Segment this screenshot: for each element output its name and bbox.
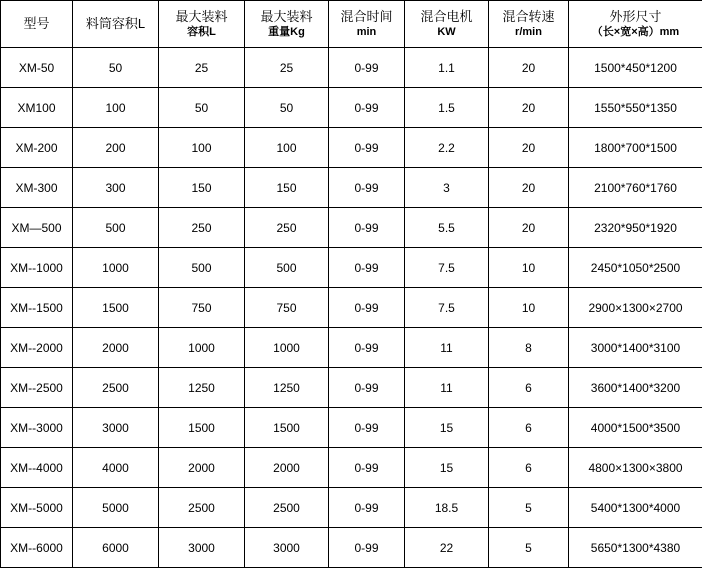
column-header-model — [1, 1, 73, 48]
cell-max-load-weight: 50 — [245, 88, 329, 128]
cell-mixing-motor: 2.2 — [405, 128, 489, 168]
column-header-main: 外形尺寸 — [609, 8, 662, 24]
cell-max-load-weight: 100 — [245, 128, 329, 168]
column-header-main: 料筒容积L — [85, 16, 146, 32]
cell-model: XM--1000 — [1, 248, 73, 288]
cell-max-load-weight: 750 — [245, 288, 329, 328]
column-header-main: 型号 — [23, 16, 50, 32]
cell-max-load-volume: 100 — [159, 128, 245, 168]
cell-max-load-volume: 2500 — [159, 488, 245, 528]
cell-model: XM--2000 — [1, 328, 73, 368]
cell-model: XM-50 — [1, 48, 73, 88]
cell-mixing-speed: 5 — [489, 488, 569, 528]
cell-mixing-speed: 6 — [489, 368, 569, 408]
table-row — [1, 208, 702, 248]
cell-model: XM--6000 — [1, 528, 73, 568]
table-row — [1, 448, 702, 488]
column-header-max-load-weight — [245, 1, 329, 48]
column-header-sub: KW — [437, 26, 456, 39]
cell-barrel-volume: 4000 — [73, 448, 159, 488]
cell-mixing-time: 0-99 — [329, 248, 405, 288]
table-row — [1, 88, 702, 128]
table-row — [1, 248, 702, 288]
cell-mixing-time: 0-99 — [329, 288, 405, 328]
cell-max-load-volume: 50 — [159, 88, 245, 128]
table-body — [1, 48, 702, 568]
column-header-sub: min — [356, 26, 377, 39]
cell-dimensions: 2900×1300×2700 — [569, 288, 702, 328]
cell-mixing-time: 0-99 — [329, 128, 405, 168]
cell-mixing-speed: 6 — [489, 408, 569, 448]
cell-mixing-speed: 20 — [489, 168, 569, 208]
cell-max-load-weight: 150 — [245, 168, 329, 208]
cell-mixing-time: 0-99 — [329, 168, 405, 208]
cell-mixing-motor: 3 — [405, 168, 489, 208]
cell-dimensions: 3600*1400*3200 — [569, 368, 702, 408]
cell-dimensions: 1800*700*1500 — [569, 128, 702, 168]
cell-max-load-weight: 250 — [245, 208, 329, 248]
cell-max-load-weight: 500 — [245, 248, 329, 288]
cell-dimensions: 2450*1050*2500 — [569, 248, 702, 288]
column-header-sub: 重量Kg — [268, 26, 305, 39]
cell-mixing-motor: 7.5 — [405, 248, 489, 288]
cell-mixing-time: 0-99 — [329, 368, 405, 408]
table-row — [1, 488, 702, 528]
cell-model: XM--1500 — [1, 288, 73, 328]
column-header-mixing-speed — [489, 1, 569, 48]
cell-mixing-time: 0-99 — [329, 528, 405, 568]
cell-mixing-time: 0-99 — [329, 448, 405, 488]
column-header-main: 混合电机 — [420, 8, 473, 24]
cell-model: XM--5000 — [1, 488, 73, 528]
column-header-sub: 容积L — [187, 26, 216, 39]
cell-dimensions: 5650*1300*4380 — [569, 528, 702, 568]
cell-mixing-speed: 10 — [489, 248, 569, 288]
cell-max-load-weight: 1250 — [245, 368, 329, 408]
cell-mixing-motor: 1.1 — [405, 48, 489, 88]
table-row — [1, 408, 702, 448]
cell-max-load-volume: 1500 — [159, 408, 245, 448]
cell-mixing-motor: 18.5 — [405, 488, 489, 528]
cell-barrel-volume: 6000 — [73, 528, 159, 568]
cell-mixing-time: 0-99 — [329, 328, 405, 368]
cell-model: XM-300 — [1, 168, 73, 208]
column-header-sub: r/min — [515, 26, 542, 39]
cell-barrel-volume: 1500 — [73, 288, 159, 328]
cell-model: XM--3000 — [1, 408, 73, 448]
cell-max-load-weight: 3000 — [245, 528, 329, 568]
cell-max-load-volume: 250 — [159, 208, 245, 248]
cell-barrel-volume: 300 — [73, 168, 159, 208]
cell-max-load-weight: 1000 — [245, 328, 329, 368]
cell-mixing-speed: 20 — [489, 208, 569, 248]
table-header — [1, 1, 702, 48]
table-row — [1, 128, 702, 168]
cell-dimensions: 4000*1500*3500 — [569, 408, 702, 448]
table-row — [1, 288, 702, 328]
cell-mixing-motor: 11 — [405, 368, 489, 408]
column-header-main: 混合转速 — [502, 8, 555, 24]
cell-mixing-motor: 5.5 — [405, 208, 489, 248]
cell-dimensions: 5400*1300*4000 — [569, 488, 702, 528]
cell-max-load-volume: 750 — [159, 288, 245, 328]
cell-mixing-speed: 6 — [489, 448, 569, 488]
cell-barrel-volume: 500 — [73, 208, 159, 248]
cell-barrel-volume: 1000 — [73, 248, 159, 288]
cell-model: XM—500 — [1, 208, 73, 248]
cell-max-load-weight: 25 — [245, 48, 329, 88]
cell-mixing-time: 0-99 — [329, 488, 405, 528]
table-row — [1, 48, 702, 88]
cell-barrel-volume: 3000 — [73, 408, 159, 448]
cell-mixing-time: 0-99 — [329, 408, 405, 448]
cell-mixing-speed: 8 — [489, 328, 569, 368]
cell-mixing-speed: 20 — [489, 48, 569, 88]
cell-max-load-volume: 25 — [159, 48, 245, 88]
cell-dimensions: 3000*1400*3100 — [569, 328, 702, 368]
cell-mixing-time: 0-99 — [329, 88, 405, 128]
cell-mixing-motor: 1.5 — [405, 88, 489, 128]
cell-barrel-volume: 2000 — [73, 328, 159, 368]
cell-max-load-weight: 1500 — [245, 408, 329, 448]
table-header-row — [1, 1, 702, 48]
cell-max-load-volume: 500 — [159, 248, 245, 288]
cell-max-load-volume: 3000 — [159, 528, 245, 568]
cell-model: XM--4000 — [1, 448, 73, 488]
cell-dimensions: 4800×1300×3800 — [569, 448, 702, 488]
cell-max-load-weight: 2500 — [245, 488, 329, 528]
cell-max-load-volume: 2000 — [159, 448, 245, 488]
cell-max-load-volume: 1000 — [159, 328, 245, 368]
cell-mixing-time: 0-99 — [329, 208, 405, 248]
cell-barrel-volume: 5000 — [73, 488, 159, 528]
cell-model: XM--2500 — [1, 368, 73, 408]
cell-mixing-motor: 22 — [405, 528, 489, 568]
cell-mixing-motor: 11 — [405, 328, 489, 368]
table-row — [1, 528, 702, 568]
cell-barrel-volume: 50 — [73, 48, 159, 88]
cell-mixing-motor: 15 — [405, 448, 489, 488]
cell-max-load-volume: 150 — [159, 168, 245, 208]
cell-dimensions: 2320*950*1920 — [569, 208, 702, 248]
cell-barrel-volume: 200 — [73, 128, 159, 168]
table-row — [1, 328, 702, 368]
cell-dimensions: 1500*450*1200 — [569, 48, 702, 88]
cell-barrel-volume: 2500 — [73, 368, 159, 408]
cell-mixing-motor: 15 — [405, 408, 489, 448]
cell-mixing-motor: 7.5 — [405, 288, 489, 328]
table-row — [1, 368, 702, 408]
column-header-main: 最大装料 — [175, 8, 228, 24]
column-header-mixing-motor — [405, 1, 489, 48]
column-header-main: 最大装料 — [260, 8, 313, 24]
cell-mixing-speed: 5 — [489, 528, 569, 568]
cell-mixing-speed: 20 — [489, 128, 569, 168]
column-header-sub: （长×宽×高）mm — [591, 26, 680, 39]
cell-barrel-volume: 100 — [73, 88, 159, 128]
column-header-barrel-volume — [73, 1, 159, 48]
cell-model: XM100 — [1, 88, 73, 128]
column-header-dimensions — [569, 1, 702, 48]
cell-mixing-speed: 20 — [489, 88, 569, 128]
column-header-max-load-volume — [159, 1, 245, 48]
cell-dimensions: 1550*550*1350 — [569, 88, 702, 128]
column-header-mixing-time — [329, 1, 405, 48]
cell-max-load-weight: 2000 — [245, 448, 329, 488]
cell-max-load-volume: 1250 — [159, 368, 245, 408]
column-header-main: 混合时间 — [340, 8, 393, 24]
cell-mixing-time: 0-99 — [329, 48, 405, 88]
table-row — [1, 168, 702, 208]
cell-dimensions: 2100*760*1760 — [569, 168, 702, 208]
cell-mixing-speed: 10 — [489, 288, 569, 328]
cell-model: XM-200 — [1, 128, 73, 168]
